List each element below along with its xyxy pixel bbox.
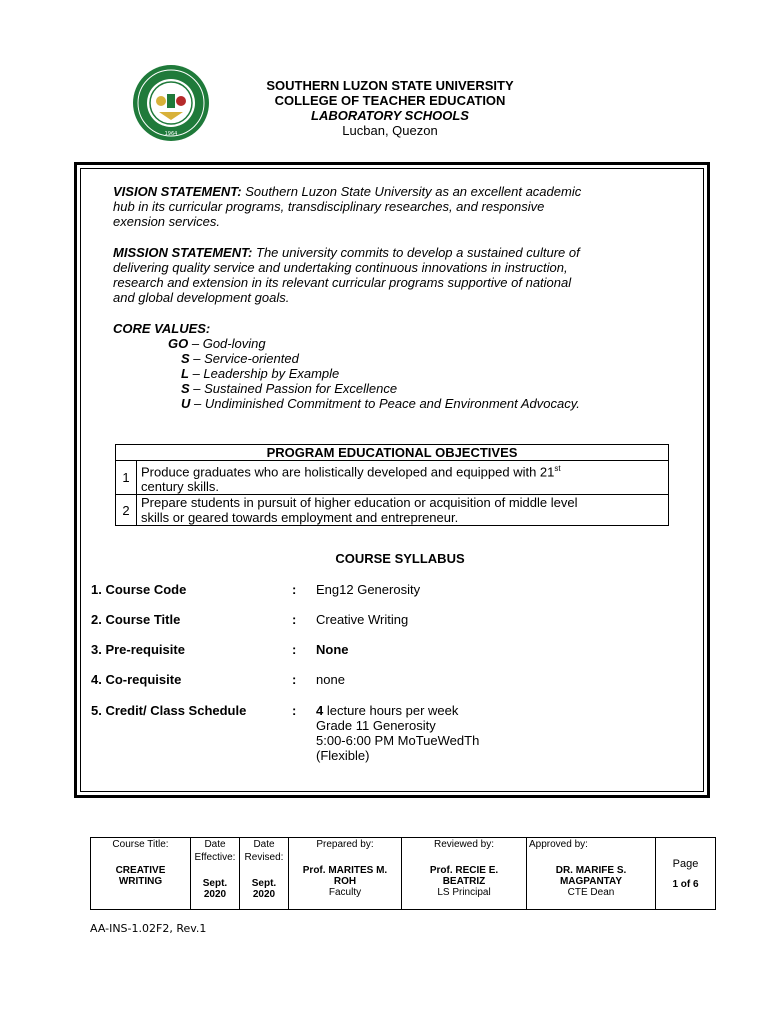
document-number: AA-INS-1.02F2, Rev.1 [90, 922, 207, 935]
core-value-item: S – Sustained Passion for Excellence [181, 381, 398, 396]
core-value-item: U – Undiminished Commitment to Peace and Environment Advocacy. [181, 396, 580, 411]
course-title-footer-label: Course Title: [112, 839, 169, 850]
mission-label: MISSION STATEMENT: [113, 245, 253, 260]
core-values-label: CORE VALUES: [113, 321, 211, 336]
credit-schedule-value: 4 lecture hours per week Grade 11 Generosity 5:00-6:00 PM MoTueWedTh (Flexible) [316, 703, 480, 763]
prerequisite-label: 3. Pre-requisite [91, 642, 185, 657]
corequisite-label: 4. Co-requisite [91, 672, 182, 687]
core-value-item: GO – God-loving [168, 336, 266, 351]
table-row: 1 Produce graduates who are holistically developed and equipped with 21st century skills. [116, 461, 669, 495]
colon: : [292, 672, 297, 687]
colon: : [292, 703, 297, 718]
prerequisite-value: None [316, 642, 349, 657]
course-code-label: 1. Course Code [91, 582, 187, 597]
program-objectives-table [115, 444, 669, 526]
core-value-item: S – Service-oriented [181, 351, 299, 366]
course-title-value: Creative Writing [316, 612, 409, 627]
corequisite-value: none [316, 672, 345, 687]
approval-footer-table: Course Title: CREATIVE WRITING Date Effective: Sept. 2020 Date Revised: Sept. 2020 Prepared by: Prof. MARITES M. ROH Faculty Reviewed by: Prof. RECIE E. BEATRIZ LS Principal Approved by: DR. MARIFE S. MAGPANTAY CTE Dean Page 1 of 6 [90, 837, 716, 910]
colon: : [292, 582, 297, 597]
core-value-item: L – Leadership by Example [181, 366, 340, 381]
peo-title: PROGRAM EDUCATIONAL OBJECTIVES [116, 445, 669, 461]
credit-schedule-label: 5. Credit/ Class Schedule [91, 703, 247, 718]
table-row: 2 Prepare students in pursuit of higher education or acquisition of middle level skills or geared towards employment and entrepreneur. [116, 495, 669, 526]
university-name: SOUTHERN LUZON STATE UNIVERSITY [266, 78, 514, 93]
seal-year: 1964 [164, 131, 178, 137]
page-number: 1 of 6 [672, 878, 699, 890]
colon: : [292, 612, 297, 627]
location: Lucban, Quezon [342, 123, 438, 138]
colon: : [292, 642, 297, 657]
vision-label: VISION STATEMENT: [113, 184, 242, 199]
vision-statement: VISION STATEMENT: Southern Luzon State University as an excellent academic hub in its curricular programs, transdisciplinary researches, and responsive exension services. [113, 184, 582, 229]
course-code-value: Eng12 Generosity [316, 582, 421, 597]
course-title-label: 2. Course Title [91, 612, 181, 627]
mission-statement: MISSION STATEMENT: The university commits to develop a sustained culture of delivering quality service and undertaking continuous innovations in instruction, research and extension in its relevant curricular programs supportive of national and global development goals. [113, 245, 580, 305]
course-syllabus-title: COURSE SYLLABUS [335, 551, 465, 566]
college-name: COLLEGE OF TEACHER EDUCATION [274, 93, 506, 108]
schools-name: LABORATORY SCHOOLS [311, 108, 469, 123]
